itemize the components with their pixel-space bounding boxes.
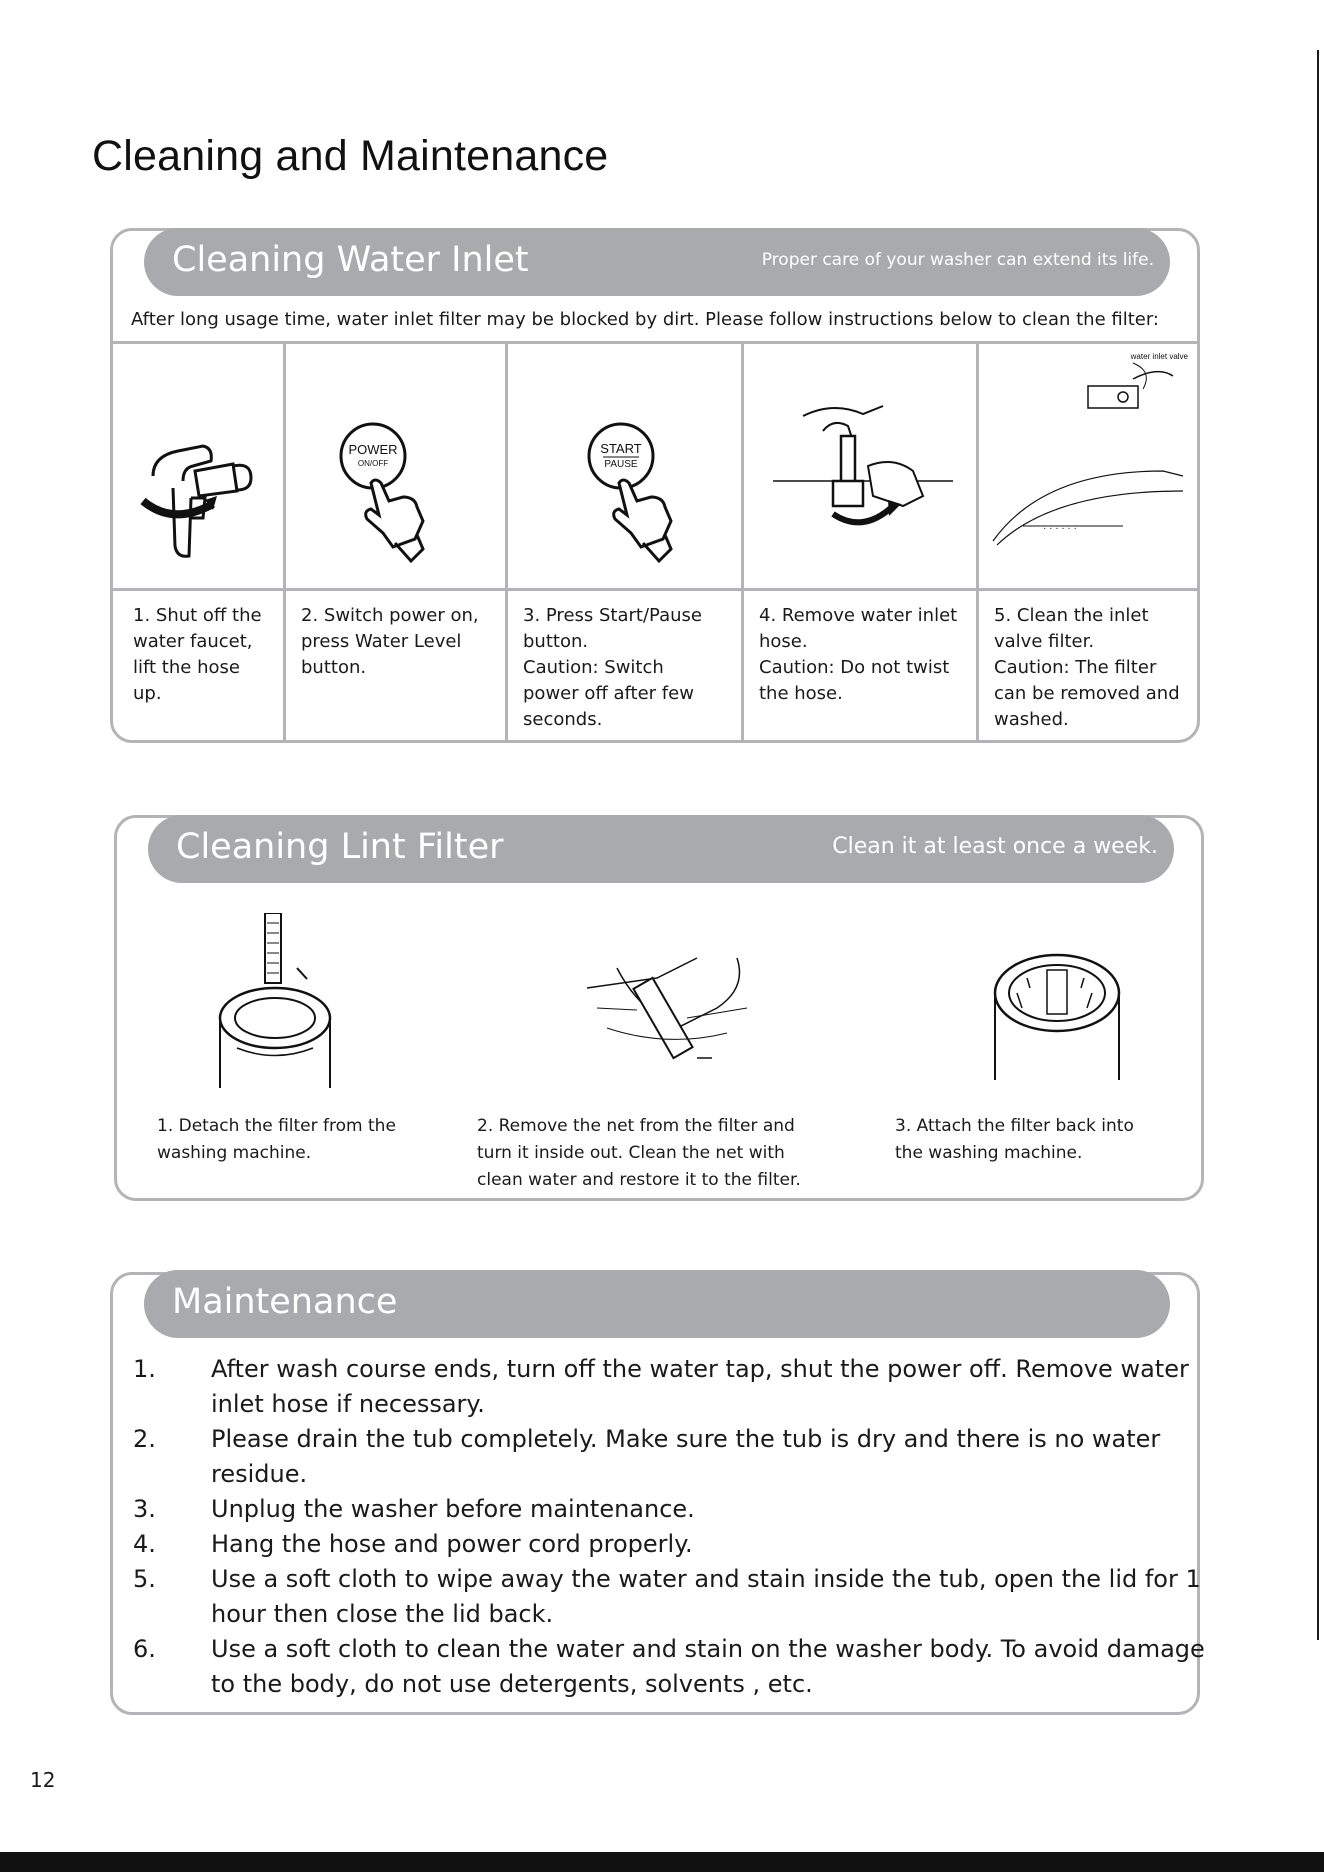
- water-inlet-step-5: 5. Clean the inlet valve filter. Caution: The filter can be removed and washed.: [994, 605, 1180, 730]
- start-button-label: START: [600, 441, 642, 456]
- list-item: 3. Unplug the washer before maintenance.: [133, 1495, 695, 1523]
- divider: [283, 341, 286, 741]
- water-inlet-title: Cleaning Water Inlet: [172, 240, 529, 280]
- valve-label: water inlet valve: [1130, 352, 1188, 361]
- power-button-label: POWER: [348, 442, 398, 457]
- bottom-bar: [0, 1852, 1324, 1872]
- water-inlet-step-1: 1. Shut off the water faucet, lift the hose up.: [133, 605, 262, 704]
- lint-filter-banner: [148, 815, 1174, 883]
- water-inlet-step-3: 3. Press Start/Pause button. Caution: Switch power off after few seconds.: [523, 605, 702, 730]
- divider: [976, 341, 979, 741]
- remove-hose-illustration: [773, 396, 953, 576]
- lint-filter-title: Cleaning Lint Filter: [176, 827, 504, 867]
- power-button-illustration: [323, 421, 443, 571]
- page-edge-line: [1317, 50, 1319, 1640]
- lint-filter-note: Clean it at least once a week.: [832, 834, 1158, 859]
- svg-text:· · · · · ·: · · · · · ·: [1043, 523, 1077, 534]
- divider: [741, 341, 744, 741]
- filter-attach-illustration: [982, 948, 1132, 1088]
- maintenance-section: [110, 1272, 1205, 1715]
- power-button-sublabel: ON/OFF: [357, 459, 389, 468]
- faucet-illustration: [133, 426, 263, 566]
- maintenance-banner: [144, 1270, 1170, 1338]
- pause-button-sublabel: PAUSE: [604, 459, 638, 470]
- water-inlet-step-2: 2. Switch power on, press Water Level button.: [301, 605, 479, 678]
- divider: [113, 588, 1197, 591]
- lint-filter-step-1: 1. Detach the filter from the washing machine.: [157, 1116, 396, 1163]
- water-inlet-banner: [144, 228, 1170, 296]
- lint-filter-step-2: 2. Remove the net from the filter and turn it inside out. Clean the net with clean water and restore it to the filter.: [477, 1116, 801, 1190]
- list-item: 1. After wash course ends, turn off the water tap, shut the power off. Remove water inlet hose if necessary.: [133, 1355, 1189, 1418]
- maintenance-list: [133, 1352, 1213, 1702]
- page-title: Cleaning and Maintenance: [92, 132, 609, 180]
- filter-detach-illustration: [217, 913, 367, 1093]
- water-inlet-section: [110, 228, 1200, 743]
- list-item: 6. Use a soft cloth to clean the water and stain on the washer body. To avoid damage to the body, do not use detergents, solvents , etc.: [133, 1635, 1205, 1698]
- lint-filter-step-3: 3. Attach the filter back into the washing machine.: [895, 1116, 1134, 1163]
- maintenance-title: Maintenance: [172, 1282, 398, 1322]
- inlet-valve-illustration: [983, 331, 1195, 571]
- list-item: 2. Please drain the tub completely. Make sure the tub is dry and there is no water residue.: [133, 1425, 1161, 1488]
- filter-clean-illustration: [577, 948, 767, 1078]
- page-number: 12: [30, 1768, 56, 1792]
- water-inlet-step-4: 4. Remove water inlet hose. Caution: Do not twist the hose.: [759, 605, 958, 704]
- water-inlet-intro: After long usage time, water inlet filter may be blocked by dirt. Please follow instructions below to clean the filter:: [131, 309, 1159, 330]
- divider: [505, 341, 508, 741]
- start-button-illustration: [571, 421, 691, 571]
- list-item: 5. Use a soft cloth to wipe away the water and stain inside the tub, open the lid for 1 hour then close the lid back.: [133, 1565, 1201, 1628]
- list-item: 4. Hang the hose and power cord properly.: [133, 1530, 693, 1558]
- water-inlet-note: Proper care of your washer can extend its life.: [761, 250, 1154, 270]
